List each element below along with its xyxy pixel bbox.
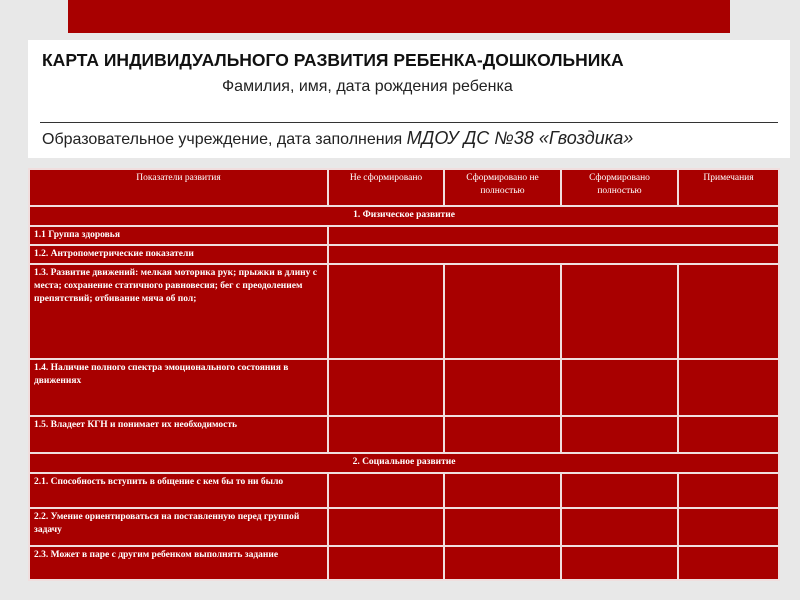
development-table (28, 168, 780, 581)
fill-line (40, 122, 778, 123)
title-box (28, 40, 790, 158)
header-cell: Не сформировано (328, 169, 444, 206)
cell[interactable] (678, 508, 779, 546)
header-cell: Сформировано полностью (561, 169, 678, 206)
table-row (29, 508, 779, 546)
cell[interactable] (328, 264, 444, 359)
merged-cell[interactable] (328, 226, 779, 245)
merged-cell[interactable] (328, 245, 779, 264)
page-title: КАРТА ИНДИВИДУАЛЬНОГО РАЗВИТИЯ РЕБЕНКА-ДОШКОЛЬНИКА (42, 50, 624, 70)
row-label: 2.2. Умение ориентироваться на поставленную перед группой задачу (29, 508, 328, 546)
institution-label: Образовательное учреждение, дата заполнения (42, 131, 403, 148)
row-label: 2.3. Может в паре с другим ребенком выполнять задание (29, 546, 328, 580)
cell[interactable] (444, 508, 561, 546)
subtitle: Фамилия, имя, дата рождения ребенка (222, 78, 513, 95)
cell[interactable] (561, 264, 678, 359)
cell[interactable] (678, 473, 779, 508)
cell[interactable] (444, 264, 561, 359)
cell[interactable] (561, 416, 678, 453)
header-cell: Показатели развития (29, 169, 328, 206)
cell[interactable] (678, 416, 779, 453)
table-row (29, 416, 779, 453)
cell[interactable] (328, 359, 444, 416)
cell[interactable] (561, 359, 678, 416)
table-header (29, 169, 779, 206)
cell[interactable] (444, 473, 561, 508)
institution-value: МДОУ ДС №38 «Гвоздика» (406, 128, 634, 148)
table-row (29, 473, 779, 508)
cell[interactable] (444, 416, 561, 453)
table-row (29, 226, 779, 245)
table-row (29, 359, 779, 416)
row-label: 1.1 Группа здоровья (29, 226, 328, 245)
cell[interactable] (328, 508, 444, 546)
cell[interactable] (561, 473, 678, 508)
cell[interactable] (444, 359, 561, 416)
table-row (29, 245, 779, 264)
institution-line (42, 128, 633, 149)
cell[interactable] (328, 546, 444, 580)
cell[interactable] (328, 416, 444, 453)
row-label: 1.4. Наличие полного спектра эмоционального состояния в движениях (29, 359, 328, 416)
cell[interactable] (678, 264, 779, 359)
cell[interactable] (678, 546, 779, 580)
top-banner (68, 0, 730, 33)
row-label: 1.3. Развитие движений: мелкая моторика рук; прыжки в длину с места; сохранение статичного равновесия; бег с преодолением препятствий; отбивание мяча об пол; (29, 264, 328, 359)
table-row (29, 264, 779, 359)
cell[interactable] (444, 546, 561, 580)
row-label: 1.2. Антропометрические показатели (29, 245, 328, 264)
cell[interactable] (328, 473, 444, 508)
row-label: 2.1. Способность вступить в общение с кем бы то ни было (29, 473, 328, 508)
header-cell: Сформировано не полностью (444, 169, 561, 206)
cell[interactable] (561, 546, 678, 580)
section-title: 2. Социальное развитие (29, 453, 779, 473)
header-cell: Примечания (678, 169, 779, 206)
cell[interactable] (678, 359, 779, 416)
table-row (29, 546, 779, 580)
section-title: 1. Физическое развитие (29, 206, 779, 226)
cell[interactable] (561, 508, 678, 546)
row-label: 1.5. Владеет КГН и понимает их необходимость (29, 416, 328, 453)
